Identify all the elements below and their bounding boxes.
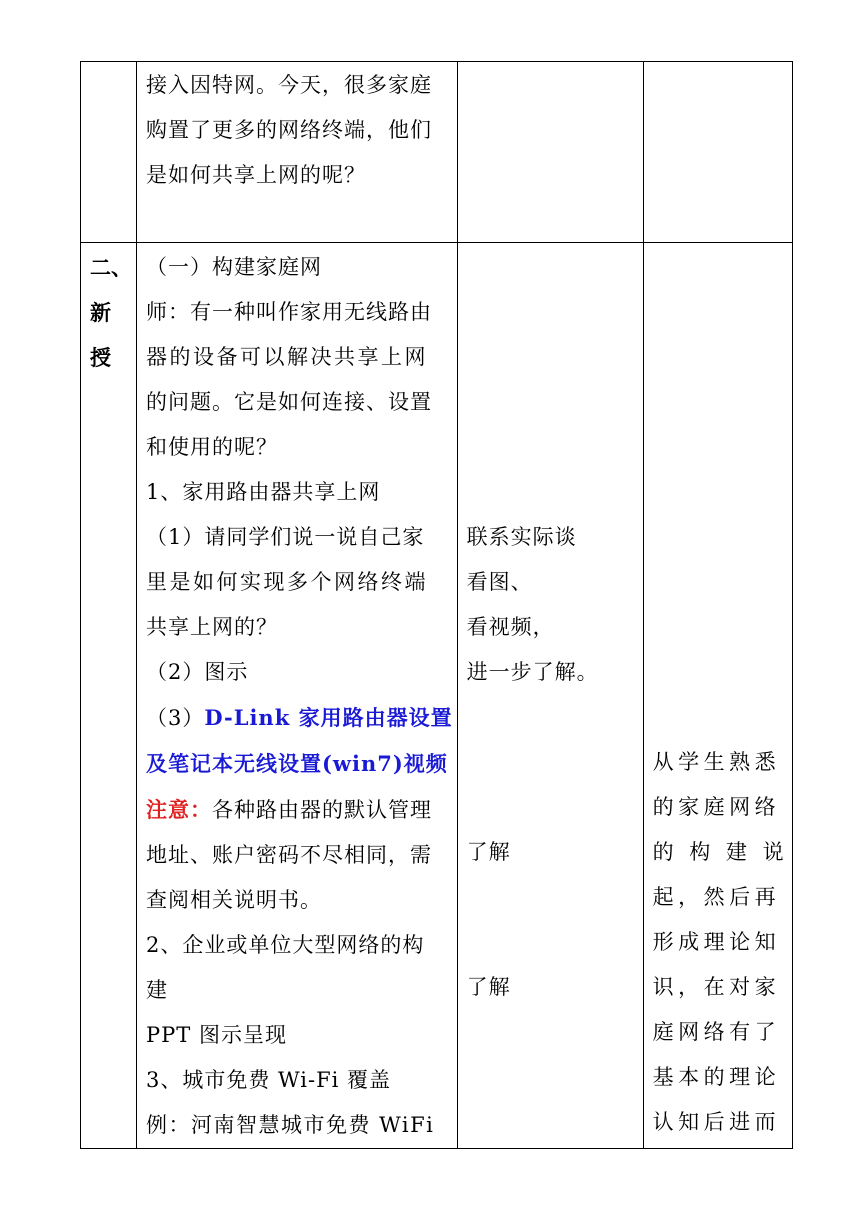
text-line: 认知后进而 <box>652 1110 781 1134</box>
text-line <box>146 695 453 741</box>
text-line: 看视频， <box>466 615 555 639</box>
text-line: 的家庭网络 <box>652 795 781 819</box>
video-link[interactable]: 及笔记本无线设置(win7)视频 <box>146 751 448 776</box>
student-activity-cell <box>457 243 643 1149</box>
table-row <box>81 243 793 1149</box>
text-line: 1、家用路由器共享上网 <box>146 480 381 504</box>
content-cell <box>137 62 458 243</box>
section-label <box>81 243 136 380</box>
text-line: 形成理论知 <box>652 930 781 954</box>
section-line: 新 <box>90 300 111 325</box>
content-text <box>137 243 457 1148</box>
text-line: （1）请同学们说一说自己家 <box>146 525 425 549</box>
text-line: 联系实际谈 <box>466 525 577 549</box>
text-line: 的 构 建 说 <box>652 840 789 864</box>
text-line: 基本的理论 <box>652 1065 781 1089</box>
lesson-plan-table <box>80 61 793 1149</box>
content-cell <box>137 243 458 1149</box>
text-line: 查阅相关说明书。 <box>146 888 322 912</box>
text-line: 识，在对家 <box>652 975 781 999</box>
content-text <box>137 62 457 198</box>
text-line: 接入因特网。今天，很多家庭 <box>146 73 432 97</box>
note-label: 注意： <box>146 797 212 822</box>
design-intent-cell <box>643 243 793 1149</box>
design-intent-text <box>644 243 793 1145</box>
note-text: 各种路由器的默认管理 <box>212 798 432 822</box>
video-link[interactable]: D-Link 家用路由器设置 <box>204 705 453 730</box>
text-line: 地址、账户密码不尽相同，需 <box>146 843 432 867</box>
text-line: PPT 图示呈现 <box>146 1023 287 1047</box>
text-line <box>146 787 453 833</box>
text-line: 起，然后再 <box>652 885 781 909</box>
subheading: （一）构建家庭网 <box>146 255 322 279</box>
text-line: 是如何共享上网的呢？ <box>146 163 366 187</box>
text-line: 看图、 <box>466 570 533 594</box>
table-row <box>81 62 793 243</box>
text-line <box>146 741 453 787</box>
text-line: 师：有一种叫作家用无线路由 <box>146 300 432 324</box>
text-line: 建 <box>146 978 168 1002</box>
student-activity-cell <box>457 62 643 243</box>
text-line: 了解 <box>466 840 511 864</box>
text-line: 的问题。它是如何连接、设置 <box>146 390 432 414</box>
text-line: 里是如何实现多个网络终端 <box>146 570 428 594</box>
text-line: 例：河南智慧城市免费 WiFi <box>146 1113 435 1137</box>
student-activity-text <box>458 243 643 1010</box>
text-line: 器的设备可以解决共享上网 <box>146 345 428 369</box>
section-line: 二、 <box>90 255 132 280</box>
text-line: 了解 <box>466 975 511 999</box>
text-line: 进一步了解。 <box>466 660 599 684</box>
section-cell <box>81 243 137 1149</box>
text-line: 共享上网的？ <box>146 615 278 639</box>
design-intent-cell <box>643 62 793 243</box>
text-line: （2）图示 <box>146 660 249 684</box>
text-line: 2、企业或单位大型网络的构 <box>146 933 425 957</box>
text-line: 庭网络有了 <box>652 1020 781 1044</box>
text-line: 从学生熟悉 <box>652 750 781 774</box>
text-prefix: （3） <box>146 706 205 730</box>
text-line: 3、城市免费 Wi-Fi 覆盖 <box>146 1068 392 1092</box>
section-line: 授 <box>90 345 111 370</box>
text-line: 购置了更多的网络终端，他们 <box>146 118 432 142</box>
section-cell <box>81 62 137 243</box>
text-line: 和使用的呢？ <box>146 435 278 459</box>
